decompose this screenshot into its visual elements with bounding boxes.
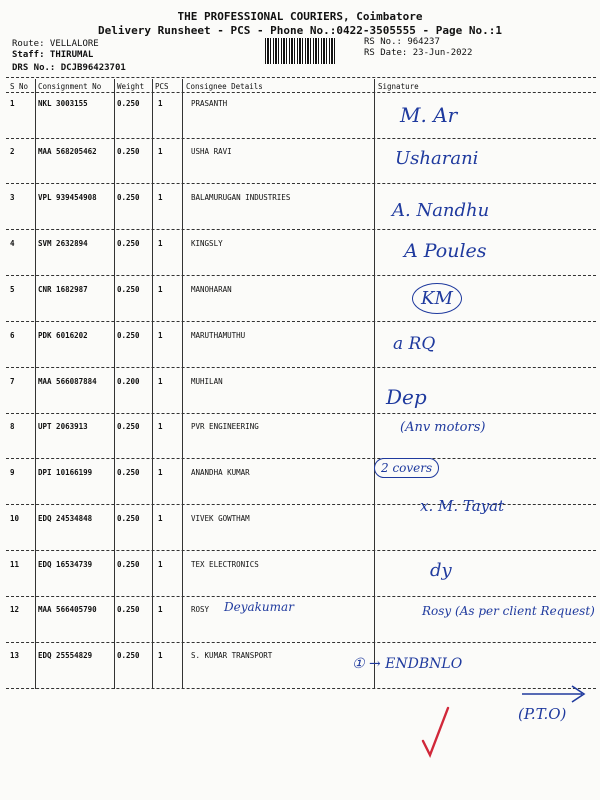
row-signature: Dep bbox=[386, 385, 427, 409]
row-consignee: MARUTHAMUTHU bbox=[191, 331, 246, 340]
row-weight: 0.250 bbox=[117, 605, 140, 614]
row-sno: 9 bbox=[10, 468, 15, 477]
row-signature: KM bbox=[412, 283, 462, 314]
row-pcs: 1 bbox=[158, 651, 163, 660]
col-signature: Signature bbox=[378, 82, 419, 91]
row-separator bbox=[6, 138, 596, 139]
row-consignee: ROSY bbox=[191, 605, 210, 614]
table-bottom-rule bbox=[6, 688, 596, 689]
column-divider bbox=[182, 79, 183, 689]
row-weight: 0.250 bbox=[117, 651, 140, 660]
row-weight: 0.250 bbox=[117, 147, 140, 156]
row-sno: 7 bbox=[10, 377, 15, 386]
row-sno: 13 bbox=[10, 651, 20, 660]
row-weight: 0.250 bbox=[117, 560, 140, 569]
row-pcs: 1 bbox=[158, 285, 163, 294]
col-consignee: Consignee Details bbox=[186, 82, 263, 91]
row-separator bbox=[6, 550, 596, 551]
row-consignee: S. KUMAR TRANSPORT bbox=[191, 651, 273, 660]
row-pcs: 1 bbox=[158, 193, 163, 202]
row-weight: 0.250 bbox=[117, 99, 140, 108]
row-signature: dy bbox=[430, 560, 452, 581]
row-signature: M. Ar bbox=[400, 103, 458, 127]
row-signature: x. M. Tayat bbox=[420, 497, 505, 515]
row-consignee: MUHILAN bbox=[191, 377, 223, 386]
row-consignment: MAA 566405790 bbox=[38, 605, 97, 614]
row-pcs: 1 bbox=[158, 377, 163, 386]
row-pcs: 1 bbox=[158, 605, 163, 614]
column-divider bbox=[35, 79, 36, 689]
row-weight: 0.250 bbox=[117, 514, 140, 523]
row-consignment: VPL 939454908 bbox=[38, 193, 97, 202]
row-consignee: BALAMURUGAN INDUSTRIES bbox=[191, 193, 291, 202]
row-consignee: VIVEK GOWTHAM bbox=[191, 514, 250, 523]
row-signature: 2 covers bbox=[374, 458, 439, 478]
row-separator bbox=[6, 413, 596, 414]
staff: Staff: THIRUMAL bbox=[12, 50, 94, 60]
row-separator bbox=[6, 229, 596, 230]
row-weight: 0.250 bbox=[117, 468, 140, 477]
row-consignee: PVR ENGINEERING bbox=[191, 422, 259, 431]
row-consignee: ANANDHA KUMAR bbox=[191, 468, 250, 477]
row-consignment: DPI 10166199 bbox=[38, 468, 93, 477]
route: Route: VELLALORE bbox=[12, 39, 99, 49]
column-divider bbox=[152, 79, 153, 689]
row-consignee: PRASANTH bbox=[191, 99, 228, 108]
company-title: THE PROFESSIONAL COURIERS, Coimbatore bbox=[177, 10, 423, 23]
row-sno: 11 bbox=[10, 560, 20, 569]
barcode-image bbox=[265, 38, 335, 64]
row-pcs: 1 bbox=[158, 239, 163, 248]
row-consignee: KINGSLY bbox=[191, 239, 223, 248]
row-separator bbox=[6, 321, 596, 322]
page-turn-note: (P.T.O) bbox=[518, 705, 567, 723]
row-sno: 2 bbox=[10, 147, 15, 156]
row-sno: 8 bbox=[10, 422, 15, 431]
row-separator bbox=[6, 642, 596, 643]
row-weight: 0.250 bbox=[117, 285, 140, 294]
row-separator bbox=[6, 504, 596, 505]
row-signature: ① → ENDBNLO bbox=[352, 656, 463, 672]
row-sno: 5 bbox=[10, 285, 15, 294]
col-consignment: Consignment No bbox=[38, 82, 102, 91]
row-weight: 0.200 bbox=[117, 377, 140, 386]
col-sno: S No bbox=[10, 82, 29, 91]
drs-number: DRS No.: DCJB96423701 bbox=[12, 63, 126, 73]
row-signature: A Poules bbox=[404, 240, 487, 262]
row-sno: 4 bbox=[10, 239, 15, 248]
row-sno: 10 bbox=[10, 514, 20, 523]
row-pcs: 1 bbox=[158, 560, 163, 569]
row-pcs: 1 bbox=[158, 514, 163, 523]
row-consignment: EDQ 24534848 bbox=[38, 514, 93, 523]
row-consignment: SVM 2632894 bbox=[38, 239, 88, 248]
row-separator bbox=[6, 275, 596, 276]
row-consignment: EDQ 16534739 bbox=[38, 560, 93, 569]
runsheet-subtitle: Delivery Runsheet - PCS - Phone No.:0422-3505555 - Page No.:1 bbox=[98, 24, 502, 37]
row-weight: 0.250 bbox=[117, 239, 140, 248]
row-separator bbox=[6, 596, 596, 597]
row-consignee: USHA RAVI bbox=[191, 147, 232, 156]
table-header-rule bbox=[6, 92, 596, 93]
row-signature: a RQ bbox=[393, 334, 436, 354]
rs-date: RS Date: 23-Jun-2022 bbox=[364, 48, 473, 58]
row-signature: (Anv motors) bbox=[400, 420, 486, 435]
row-separator bbox=[6, 367, 596, 368]
row-weight: 0.250 bbox=[117, 193, 140, 202]
row-consignment: UPT 2063913 bbox=[38, 422, 88, 431]
row-signature: A. Nandhu bbox=[392, 200, 490, 221]
row-consignment: EDQ 25554829 bbox=[38, 651, 93, 660]
row-sno: 12 bbox=[10, 605, 20, 614]
row-weight: 0.250 bbox=[117, 422, 140, 431]
row-pcs: 1 bbox=[158, 468, 163, 477]
rs-number: RS No.: 964237 bbox=[364, 37, 440, 47]
row-sno: 6 bbox=[10, 331, 15, 340]
row-pcs: 1 bbox=[158, 147, 163, 156]
column-divider bbox=[374, 79, 375, 689]
row-signature: Rosy (As per client Request) bbox=[422, 604, 595, 618]
row-separator bbox=[6, 183, 596, 184]
row12-handwritten-note: Deyakumar bbox=[224, 600, 294, 614]
row-consignment: PDK 6016202 bbox=[38, 331, 88, 340]
col-weight: Weight bbox=[117, 82, 145, 91]
column-divider bbox=[114, 79, 115, 689]
row-weight: 0.250 bbox=[117, 331, 140, 340]
row-consignment: NKL 3003155 bbox=[38, 99, 88, 108]
row-sno: 3 bbox=[10, 193, 15, 202]
row-signature: Usharani bbox=[395, 148, 479, 169]
col-pcs: PCS bbox=[155, 82, 169, 91]
row-pcs: 1 bbox=[158, 331, 163, 340]
row-consignment: CNR 1682987 bbox=[38, 285, 88, 294]
row-consignment: MAA 568205462 bbox=[38, 147, 97, 156]
row-consignee: TEX ELECTRONICS bbox=[191, 560, 259, 569]
row-separator bbox=[6, 458, 596, 459]
row-pcs: 1 bbox=[158, 422, 163, 431]
row-consignment: MAA 566087884 bbox=[38, 377, 97, 386]
row-sno: 1 bbox=[10, 99, 15, 108]
checkmark-icon bbox=[420, 705, 450, 760]
row-pcs: 1 bbox=[158, 99, 163, 108]
row-consignee: MANOHARAN bbox=[191, 285, 232, 294]
table-top-rule bbox=[6, 77, 596, 78]
